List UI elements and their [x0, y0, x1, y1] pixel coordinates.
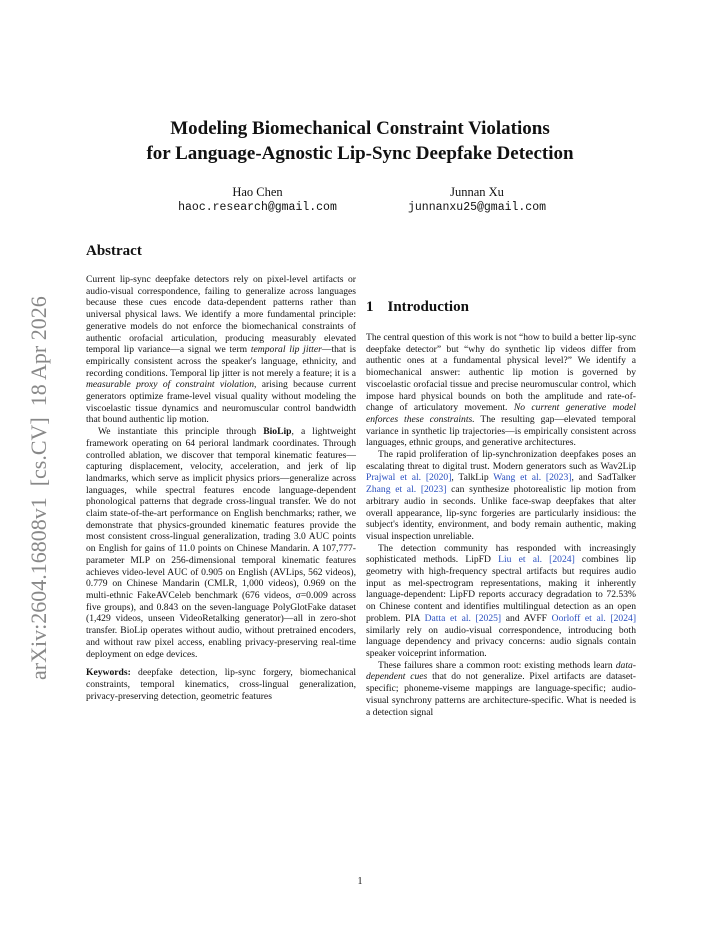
text-run: We instantiate this principle through	[98, 426, 264, 438]
text-run: Current lip-sync deepfake detectors rely on pixel-level artifacts or audio-visual correspondence, failing to generalize across languages because these cues encode data-dependent patterns rather than universal physical laws. We identify a more fundamental principle: generative models do not enforce the biomechanical constraints of authentic orofacial articulation, producing measurably elevated temporal lip variance—a signal we term	[86, 274, 356, 356]
keywords	[86, 667, 356, 702]
title-line-1: Modeling Biomechanical Constraint Violations	[170, 118, 550, 139]
intro-paragraph-3	[366, 543, 636, 660]
author-name: Hao Chen	[232, 185, 283, 199]
citation-link[interactable]: Oorloff et al. [2024]	[551, 612, 637, 624]
intro-paragraph-2	[366, 449, 636, 543]
text-run: can synthesize photorealistic lip motion from arbitrary audio in seconds. Unlike face-swap deepfakes that alter overall appearance, lip-sync forgeries are particularly insidious: the subject's identity, environment, and body remain authentic, making visual inspection unreliable.	[366, 484, 636, 542]
term-measurable-proxy: measurable proxy of constraint violation	[86, 379, 255, 391]
text-run: that do not generalize. Pixel artifacts are dataset-specific; phoneme-viseme mappings are language-specific; audio-visual synchrony patterns are architecture-specific. What is needed is a detection signal	[366, 671, 636, 718]
author-2	[382, 184, 572, 216]
text-run: , arising because current generators optimize frame-level visual quality without modeling the viscoelastic tissue dynamics and neuromuscular control bandwidth that bound authentic lip motion.	[86, 379, 357, 426]
page-number: 1	[357, 876, 363, 887]
section-title: Introduction	[387, 299, 469, 315]
text-run: The central question of this work is not “how to build a better lip-sync deepfake detector” but “why do synthetic lip videos differ from authentic ones at a fundamental physical level?” We identify a biomechanical answer: authentic lip motion is governed by viscoelastic orofacial tissue and precise neuromuscular control, which impose hard physical bounds on both the amplitude and rate-of-change of articulatory movement.	[366, 332, 636, 414]
text-run: , a lightweight framework operating on 64 perioral landmark coordinates. Through controlled ablation, we discover that temporal kinematic features—capturing displacement, velocity, acceleration, and jerk of lip landmarks, which serve as implicit physics priors—generalize across languages, while spectral features encode language-dependent phonological patterns that degrade cross-lingual transfer. We do not claim state-of-the-art performance on English benchmarks; rather, we demonstrate that physics-grounded kinematic features provide the most consistent cross-lingual generalization, trading 3.0 AUC points on English for gains of 11.0 points on Chinese Mandarin. A 107,777-parameter MLP on 256-dimensional temporal kinematic features achieves video-level AUC of 0.905 on English (AVLips, 562 videos), 0.779 on Chinese Mandarin (CMLR, 1,000 videos), 0.969 on the multi-ethnic FakeAVCeleb benchmark (676 videos, σ=0.009 across five groups), and 0.843 on the seven-language PolyGlotFake dataset (1,429 videos, unseen VideoRetalking generator)—all in zero-shot transfer. BioLip operates without audio, without pretrained encoders, and without raw pixel access, enabling privacy-preserving real-time deployment on edge devices.	[86, 426, 356, 660]
text-run: similarly rely on audio-visual correspondence, introducing both language dependency and privacy concerns: audio signals contain speaker voiceprint information.	[366, 624, 636, 659]
term-temporal-lip-jitter: temporal lip jitter	[250, 344, 322, 356]
term-biolip: BioLip	[263, 426, 292, 438]
abstract-heading: Abstract	[86, 243, 142, 259]
author-email: junnanxu25@gmail.com	[407, 201, 547, 214]
arxiv-stamp	[16, 260, 56, 680]
arxiv-stamp-text: arXiv:2604.16808v1 [cs.CV] 18 Apr 2026	[26, 296, 51, 680]
citation-link[interactable]: Prajwal et al. [2020]	[366, 472, 452, 484]
section-number: 1	[366, 299, 374, 315]
text-run: , TalkLip	[451, 472, 494, 484]
citation-link[interactable]: Zhang et al. [2023]	[366, 484, 447, 496]
text-run: —that is empirically consistent across the speaker's language, ethnicity, and recording conditions. Temporal lip jitter is not merely a feature; it is a	[86, 344, 356, 379]
text-run: and AVFF	[501, 612, 552, 624]
title-line-2: for Language-Agnostic Lip-Sync Deepfake Detection	[146, 143, 574, 164]
intro-paragraph-4	[366, 660, 636, 719]
citation-link[interactable]: Liu et al. [2024]	[498, 554, 575, 566]
text-run: , and SadTalker	[571, 472, 636, 484]
text-run: These failures share a common root: existing methods learn	[378, 659, 616, 671]
text-run: The detection community has responded with increasingly sophisticated methods. LipFD	[366, 542, 636, 566]
emphasis: data-dependent cues	[366, 659, 636, 683]
left-column	[86, 242, 356, 702]
author-email: haoc.research@gmail.com	[178, 201, 337, 214]
author-1	[160, 184, 355, 216]
author-name: Junnan Xu	[450, 185, 504, 199]
text-run: combines lip geometry with high-frequency spectral artifacts but requires audio input as mel-spectrogram representations, making it inherently language-dependent: LipFD reports accuracy degradation to 72.53% on Chinese content and identifies multilingual detection as an open problem. PIA	[366, 554, 637, 624]
abstract-paragraph-1	[86, 274, 356, 426]
intro-paragraph-1	[366, 332, 636, 449]
keywords-text: deepfake detection, lip-sync forgery, biomechanical constraints, temporal kinematics, cross-lingual generalization, privacy-preserving detection, geometric features	[86, 667, 356, 702]
introduction-heading	[366, 298, 469, 316]
text-run: The resulting gap—elevated temporal variance in synthetic lip trajectories—is empirically consistent across languages, ethnic groups, and generative architectures.	[366, 413, 636, 449]
citation-link[interactable]: Datta et al. [2025]	[424, 612, 502, 624]
keywords-label: Keywords:	[86, 667, 131, 679]
citation-link[interactable]: Wang et al. [2023]	[493, 472, 572, 484]
abstract-paragraph-2	[86, 426, 356, 660]
paper-title	[86, 116, 634, 166]
emphasis: No current generative model enforces these constraints.	[366, 402, 636, 425]
text-run: The rapid proliferation of lip-synchronization deepfakes poses an escalating threat to digital trust. Modern generators such as Wav2Lip	[366, 449, 636, 472]
